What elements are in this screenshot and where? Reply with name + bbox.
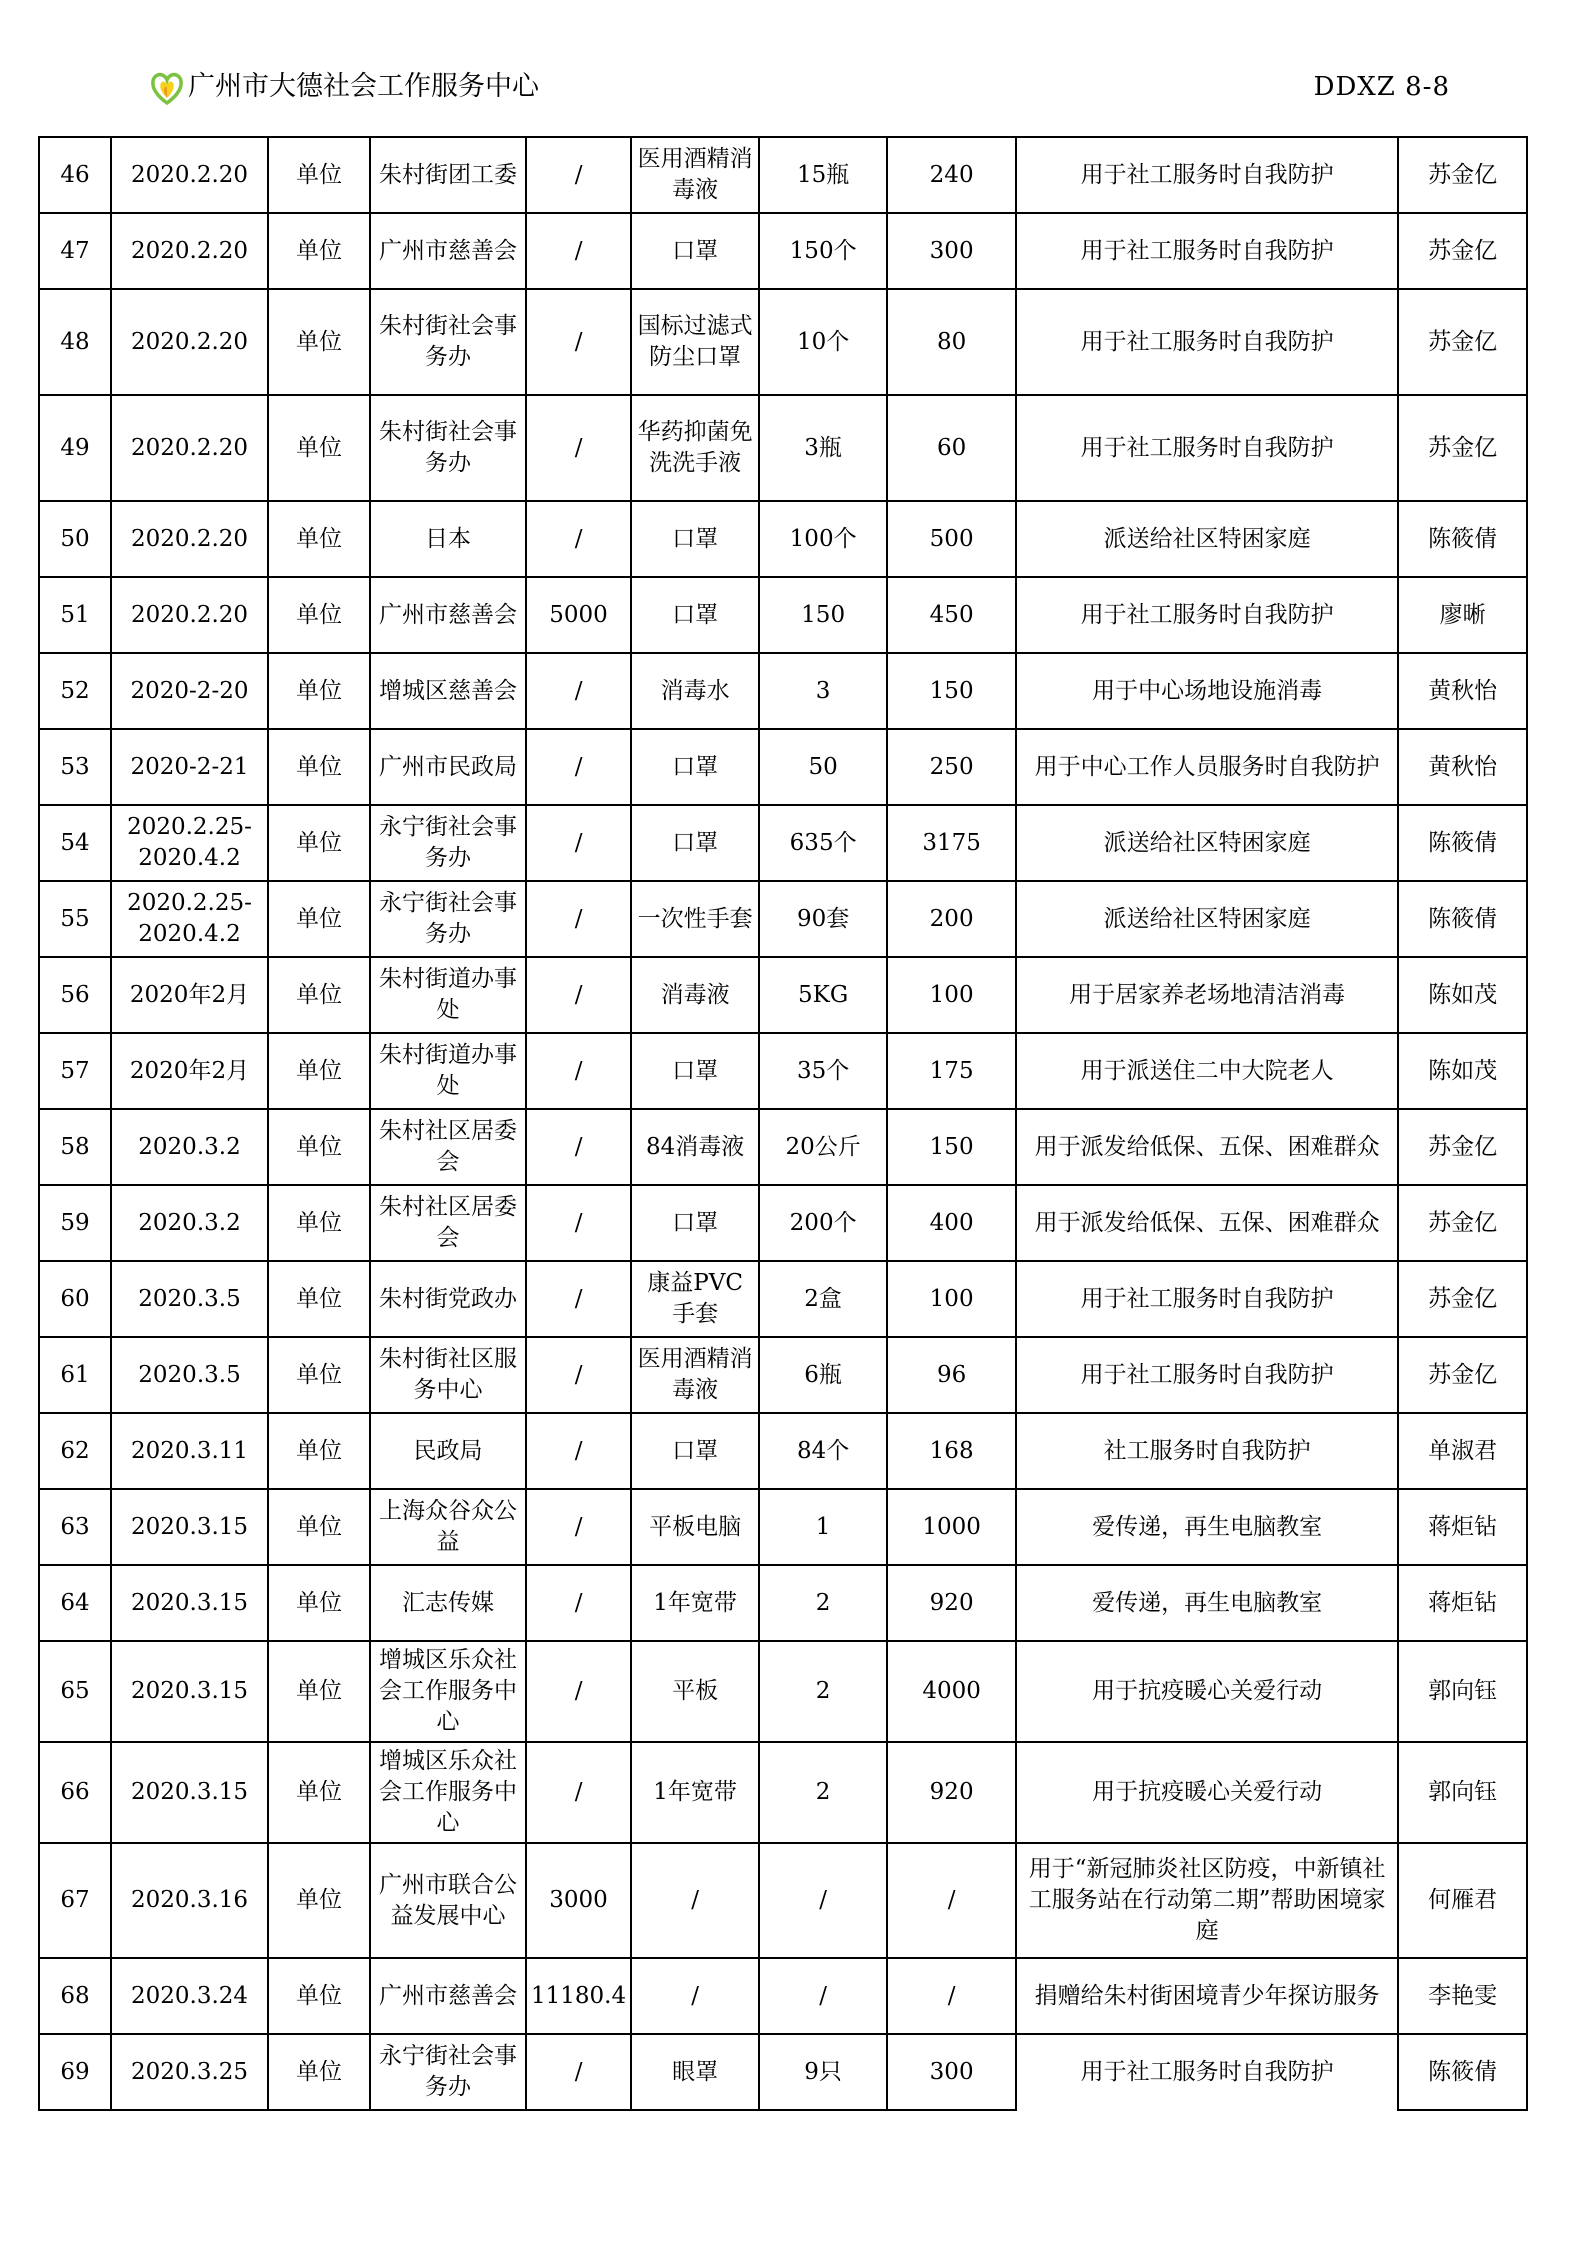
donor-name-cell: 永宁街社会事务办	[370, 881, 526, 957]
cash-amount-cell: /	[526, 1109, 631, 1185]
donation-date-cell: 2020.3.15	[111, 1565, 268, 1641]
item-value-cell: 96	[887, 1337, 1016, 1413]
item-value-cell: /	[887, 1958, 1016, 2034]
donation-purpose-cell: 用于派送住二中大院老人	[1016, 1033, 1398, 1109]
table-row	[39, 1641, 1527, 1742]
donor-name-cell: 日本	[370, 501, 526, 577]
item-value-cell: 300	[887, 213, 1016, 289]
donation-purpose-cell: 用于派发给低保、五保、困难群众	[1016, 1185, 1398, 1261]
item-name-cell: /	[631, 1958, 759, 2034]
donor-type-cell: 单位	[268, 501, 370, 577]
document-code: DDXZ 8-8	[1313, 72, 1450, 102]
donation-purpose-cell: 用于社工服务时自我防护	[1016, 395, 1398, 501]
donation-purpose-cell: 用于社工服务时自我防护	[1016, 2034, 1398, 2110]
table-row	[39, 1958, 1527, 2034]
table-row	[39, 1261, 1527, 1337]
donation-date-cell: 2020.3.5	[111, 1261, 268, 1337]
donation-purpose-cell: 社工服务时自我防护	[1016, 1413, 1398, 1489]
item-quantity-cell: 2	[759, 1565, 887, 1641]
organization-name: 广州市大德社会工作服务中心	[188, 71, 539, 102]
cash-amount-cell: /	[526, 1489, 631, 1565]
donation-date-cell: 2020.2.20	[111, 213, 268, 289]
cash-amount-cell: /	[526, 1742, 631, 1843]
cash-amount-cell: /	[526, 1565, 631, 1641]
donor-type-cell: 单位	[268, 805, 370, 881]
donor-type-cell: 单位	[268, 1337, 370, 1413]
item-name-cell: /	[631, 1843, 759, 1958]
item-quantity-cell: 35个	[759, 1033, 887, 1109]
cash-amount-cell: /	[526, 137, 631, 213]
donation-purpose-cell: 派送给社区特困家庭	[1016, 501, 1398, 577]
row-number-cell: 50	[39, 501, 111, 577]
item-value-cell: 80	[887, 289, 1016, 395]
cash-amount-cell: /	[526, 881, 631, 957]
cash-amount-cell: 3000	[526, 1843, 631, 1958]
item-name-cell: 口罩	[631, 1033, 759, 1109]
handler-name-cell: 陈如茂	[1398, 957, 1527, 1033]
item-value-cell: 1000	[887, 1489, 1016, 1565]
item-value-cell: 400	[887, 1185, 1016, 1261]
item-quantity-cell: 50	[759, 729, 887, 805]
donor-type-cell: 单位	[268, 1641, 370, 1742]
donor-type-cell: 单位	[268, 1413, 370, 1489]
item-name-cell: 眼罩	[631, 2034, 759, 2110]
table-row	[39, 1033, 1527, 1109]
item-name-cell: 平板电脑	[631, 1489, 759, 1565]
donor-name-cell: 朱村街社会事务办	[370, 289, 526, 395]
donation-purpose-cell: 派送给社区特困家庭	[1016, 881, 1398, 957]
handler-name-cell: 郭向钰	[1398, 1641, 1527, 1742]
cash-amount-cell: /	[526, 1261, 631, 1337]
donation-purpose-cell: 用于社工服务时自我防护	[1016, 1261, 1398, 1337]
table-row	[39, 1742, 1527, 1843]
handler-name-cell: 郭向钰	[1398, 1742, 1527, 1843]
donor-type-cell: 单位	[268, 881, 370, 957]
donation-date-cell: 2020.3.11	[111, 1413, 268, 1489]
row-number-cell: 63	[39, 1489, 111, 1565]
row-number-cell: 54	[39, 805, 111, 881]
table-row	[39, 1185, 1527, 1261]
item-name-cell: 医用酒精消毒液	[631, 137, 759, 213]
donor-type-cell: 单位	[268, 1261, 370, 1337]
table-row	[39, 395, 1527, 501]
donation-date-cell: 2020.3.15	[111, 1742, 268, 1843]
donor-name-cell: 汇志传媒	[370, 1565, 526, 1641]
row-number-cell: 69	[39, 2034, 111, 2110]
donation-date-cell: 2020.2.25- 2020.4.2	[111, 805, 268, 881]
donor-type-cell: 单位	[268, 289, 370, 395]
cash-amount-cell: /	[526, 1337, 631, 1413]
donor-type-cell: 单位	[268, 1843, 370, 1958]
item-name-cell: 康益PVC手套	[631, 1261, 759, 1337]
donation-purpose-cell: 爱传递，再生电脑教室	[1016, 1489, 1398, 1565]
row-number-cell: 46	[39, 137, 111, 213]
donor-name-cell: 朱村街道办事处	[370, 957, 526, 1033]
cash-amount-cell: /	[526, 1413, 631, 1489]
handler-name-cell: 陈如茂	[1398, 1033, 1527, 1109]
donation-date-cell: 2020.2.20	[111, 577, 268, 653]
donor-name-cell: 广州市联合公益发展中心	[370, 1843, 526, 1958]
table-row	[39, 1109, 1527, 1185]
item-quantity-cell: 9只	[759, 2034, 887, 2110]
donor-name-cell: 朱村社区居委会	[370, 1109, 526, 1185]
donation-purpose-cell: 用于中心场地设施消毒	[1016, 653, 1398, 729]
item-quantity-cell: 635个	[759, 805, 887, 881]
donor-type-cell: 单位	[268, 1489, 370, 1565]
handler-name-cell: 陈筱倩	[1398, 501, 1527, 577]
item-quantity-cell: 10个	[759, 289, 887, 395]
item-name-cell: 华药抑菌免洗洗手液	[631, 395, 759, 501]
item-value-cell: 100	[887, 957, 1016, 1033]
table-row	[39, 653, 1527, 729]
row-number-cell: 55	[39, 881, 111, 957]
handler-name-cell: 苏金亿	[1398, 1185, 1527, 1261]
item-quantity-cell: 1	[759, 1489, 887, 1565]
item-name-cell: 口罩	[631, 213, 759, 289]
row-number-cell: 59	[39, 1185, 111, 1261]
row-number-cell: 49	[39, 395, 111, 501]
donor-type-cell: 单位	[268, 1109, 370, 1185]
table-row	[39, 957, 1527, 1033]
row-number-cell: 67	[39, 1843, 111, 1958]
item-quantity-cell: 2	[759, 1742, 887, 1843]
donation-date-cell: 2020.3.5	[111, 1337, 268, 1413]
item-name-cell: 口罩	[631, 501, 759, 577]
table-row	[39, 805, 1527, 881]
handler-name-cell: 苏金亿	[1398, 1109, 1527, 1185]
row-number-cell: 53	[39, 729, 111, 805]
donor-type-cell: 单位	[268, 1185, 370, 1261]
donor-name-cell: 永宁街社会事务办	[370, 805, 526, 881]
item-name-cell: 口罩	[631, 805, 759, 881]
handler-name-cell: 苏金亿	[1398, 289, 1527, 395]
item-quantity-cell: 150个	[759, 213, 887, 289]
item-quantity-cell: 2	[759, 1641, 887, 1742]
donor-name-cell: 朱村社区居委会	[370, 1185, 526, 1261]
donor-name-cell: 永宁街社会事务办	[370, 2034, 526, 2110]
donor-type-cell: 单位	[268, 1565, 370, 1641]
donation-date-cell: 2020.3.16	[111, 1843, 268, 1958]
cash-amount-cell: 5000	[526, 577, 631, 653]
handler-name-cell: 陈筱倩	[1398, 2034, 1527, 2110]
donor-name-cell: 增城区慈善会	[370, 653, 526, 729]
handler-name-cell: 苏金亿	[1398, 137, 1527, 213]
item-quantity-cell: 200个	[759, 1185, 887, 1261]
row-number-cell: 60	[39, 1261, 111, 1337]
table-row	[39, 1413, 1527, 1489]
donation-date-cell: 2020.3.2	[111, 1109, 268, 1185]
cash-amount-cell: /	[526, 957, 631, 1033]
donation-date-cell: 2020.2.20	[111, 395, 268, 501]
cash-amount-cell: /	[526, 213, 631, 289]
cash-amount-cell: /	[526, 289, 631, 395]
item-name-cell: 医用酒精消毒液	[631, 1337, 759, 1413]
item-value-cell: 175	[887, 1033, 1016, 1109]
handler-name-cell: 陈筱倩	[1398, 881, 1527, 957]
donation-purpose-cell: 用于社工服务时自我防护	[1016, 577, 1398, 653]
donation-date-cell: 2020.3.15	[111, 1489, 268, 1565]
table-row	[39, 577, 1527, 653]
item-quantity-cell: 90套	[759, 881, 887, 957]
item-value-cell: 4000	[887, 1641, 1016, 1742]
donation-date-cell: 2020.3.24	[111, 1958, 268, 2034]
donor-type-cell: 单位	[268, 2034, 370, 2110]
item-name-cell: 1年宽带	[631, 1565, 759, 1641]
table-row	[39, 1843, 1527, 1958]
cash-amount-cell: /	[526, 1033, 631, 1109]
item-value-cell: 100	[887, 1261, 1016, 1337]
donation-purpose-cell: 用于居家养老场地清洁消毒	[1016, 957, 1398, 1033]
donor-name-cell: 朱村街党政办	[370, 1261, 526, 1337]
handler-name-cell: 蒋炬钻	[1398, 1489, 1527, 1565]
donation-date-cell: 2020.3.2	[111, 1185, 268, 1261]
row-number-cell: 48	[39, 289, 111, 395]
donor-name-cell: 广州市慈善会	[370, 577, 526, 653]
handler-name-cell: 黄秋怡	[1398, 653, 1527, 729]
table-row	[39, 1337, 1527, 1413]
item-value-cell: 920	[887, 1565, 1016, 1641]
item-quantity-cell: 3	[759, 653, 887, 729]
cash-amount-cell: /	[526, 1641, 631, 1742]
handler-name-cell: 陈筱倩	[1398, 805, 1527, 881]
donor-type-cell: 单位	[268, 213, 370, 289]
cash-amount-cell: 11180.4	[526, 1958, 631, 2034]
item-name-cell: 消毒水	[631, 653, 759, 729]
table-row	[39, 289, 1527, 395]
donation-date-cell: 2020.2.20	[111, 501, 268, 577]
item-quantity-cell: 20公斤	[759, 1109, 887, 1185]
donor-name-cell: 增城区乐众社会工作服务中心	[370, 1742, 526, 1843]
donation-purpose-cell: 用于“新冠肺炎社区防疫，中新镇社工服务站在行动第二期”帮助困境家庭	[1016, 1843, 1398, 1958]
item-name-cell: 口罩	[631, 577, 759, 653]
donation-purpose-cell: 用于抗疫暖心关爱行动	[1016, 1742, 1398, 1843]
item-value-cell: 168	[887, 1413, 1016, 1489]
row-number-cell: 68	[39, 1958, 111, 2034]
item-quantity-cell: 84个	[759, 1413, 887, 1489]
donation-purpose-cell: 用于中心工作人员服务时自我防护	[1016, 729, 1398, 805]
donor-name-cell: 朱村街团工委	[370, 137, 526, 213]
handler-name-cell: 李艳雯	[1398, 1958, 1527, 2034]
row-number-cell: 61	[39, 1337, 111, 1413]
donation-date-cell: 2020.3.25	[111, 2034, 268, 2110]
donor-type-cell: 单位	[268, 577, 370, 653]
table-row	[39, 137, 1527, 213]
donor-name-cell: 广州市民政局	[370, 729, 526, 805]
item-value-cell: 3175	[887, 805, 1016, 881]
donor-type-cell: 单位	[268, 729, 370, 805]
item-value-cell: 450	[887, 577, 1016, 653]
item-quantity-cell: 6瓶	[759, 1337, 887, 1413]
donation-ledger-table	[38, 136, 1528, 2111]
row-number-cell: 64	[39, 1565, 111, 1641]
item-quantity-cell: 3瓶	[759, 395, 887, 501]
donation-date-cell: 2020.2.25- 2020.4.2	[111, 881, 268, 957]
item-quantity-cell: 100个	[759, 501, 887, 577]
item-name-cell: 消毒液	[631, 957, 759, 1033]
item-value-cell: 150	[887, 653, 1016, 729]
item-quantity-cell: 15瓶	[759, 137, 887, 213]
table-row	[39, 729, 1527, 805]
donor-type-cell: 单位	[268, 137, 370, 213]
table-row	[39, 2034, 1527, 2110]
item-quantity-cell: 2盒	[759, 1261, 887, 1337]
handler-name-cell: 苏金亿	[1398, 1261, 1527, 1337]
donor-name-cell: 上海众谷众公益	[370, 1489, 526, 1565]
donation-date-cell: 2020.2.20	[111, 289, 268, 395]
item-name-cell: 一次性手套	[631, 881, 759, 957]
item-value-cell: 150	[887, 1109, 1016, 1185]
item-name-cell: 口罩	[631, 1413, 759, 1489]
donation-purpose-cell: 用于抗疫暖心关爱行动	[1016, 1641, 1398, 1742]
item-name-cell: 平板	[631, 1641, 759, 1742]
item-quantity-cell: 5KG	[759, 957, 887, 1033]
cash-amount-cell: /	[526, 1185, 631, 1261]
cash-amount-cell: /	[526, 729, 631, 805]
row-number-cell: 65	[39, 1641, 111, 1742]
heart-leaf-logo-icon	[150, 70, 184, 106]
item-quantity-cell: 150	[759, 577, 887, 653]
item-value-cell: /	[887, 1843, 1016, 1958]
item-name-cell: 口罩	[631, 729, 759, 805]
item-value-cell: 60	[887, 395, 1016, 501]
table-row	[39, 501, 1527, 577]
cash-amount-cell: /	[526, 2034, 631, 2110]
handler-name-cell: 黄秋怡	[1398, 729, 1527, 805]
item-quantity-cell: /	[759, 1843, 887, 1958]
item-name-cell: 口罩	[631, 1185, 759, 1261]
handler-name-cell: 苏金亿	[1398, 213, 1527, 289]
donor-name-cell: 朱村街道办事处	[370, 1033, 526, 1109]
donation-purpose-cell: 用于社工服务时自我防护	[1016, 213, 1398, 289]
table-row	[39, 1565, 1527, 1641]
donor-name-cell: 增城区乐众社会工作服务中心	[370, 1641, 526, 1742]
item-value-cell: 250	[887, 729, 1016, 805]
handler-name-cell: 蒋炬钻	[1398, 1565, 1527, 1641]
donor-type-cell: 单位	[268, 957, 370, 1033]
row-number-cell: 62	[39, 1413, 111, 1489]
donor-type-cell: 单位	[268, 395, 370, 501]
table-row	[39, 1489, 1527, 1565]
handler-name-cell: 单淑君	[1398, 1413, 1527, 1489]
cash-amount-cell: /	[526, 395, 631, 501]
page-header	[150, 66, 1450, 110]
handler-name-cell: 苏金亿	[1398, 1337, 1527, 1413]
donation-purpose-cell: 捐赠给朱村街困境青少年探访服务	[1016, 1958, 1398, 2034]
donation-date-cell: 2020-2-20	[111, 653, 268, 729]
donation-purpose-cell: 用于派发给低保、五保、困难群众	[1016, 1109, 1398, 1185]
table-row	[39, 213, 1527, 289]
donation-date-cell: 2020-2-21	[111, 729, 268, 805]
item-name-cell: 国标过滤式防尘口罩	[631, 289, 759, 395]
donation-date-cell: 2020年2月	[111, 1033, 268, 1109]
row-number-cell: 57	[39, 1033, 111, 1109]
donation-purpose-cell: 用于社工服务时自我防护	[1016, 289, 1398, 395]
donor-type-cell: 单位	[268, 1958, 370, 2034]
cash-amount-cell: /	[526, 653, 631, 729]
item-quantity-cell: /	[759, 1958, 887, 2034]
item-value-cell: 240	[887, 137, 1016, 213]
handler-name-cell: 何雁君	[1398, 1843, 1527, 1958]
row-number-cell: 66	[39, 1742, 111, 1843]
donor-name-cell: 广州市慈善会	[370, 1958, 526, 2034]
donor-type-cell: 单位	[268, 653, 370, 729]
donation-purpose-cell: 派送给社区特困家庭	[1016, 805, 1398, 881]
donor-name-cell: 朱村街社区服务中心	[370, 1337, 526, 1413]
donation-purpose-cell: 用于社工服务时自我防护	[1016, 1337, 1398, 1413]
handler-name-cell: 苏金亿	[1398, 395, 1527, 501]
donation-date-cell: 2020年2月	[111, 957, 268, 1033]
item-value-cell: 300	[887, 2034, 1016, 2110]
cash-amount-cell: /	[526, 805, 631, 881]
row-number-cell: 47	[39, 213, 111, 289]
donation-purpose-cell: 用于社工服务时自我防护	[1016, 137, 1398, 213]
donation-purpose-cell: 爱传递，再生电脑教室	[1016, 1565, 1398, 1641]
item-value-cell: 920	[887, 1742, 1016, 1843]
item-name-cell: 84消毒液	[631, 1109, 759, 1185]
donor-name-cell: 民政局	[370, 1413, 526, 1489]
item-value-cell: 200	[887, 881, 1016, 957]
donation-date-cell: 2020.2.20	[111, 137, 268, 213]
row-number-cell: 51	[39, 577, 111, 653]
table-row	[39, 881, 1527, 957]
cash-amount-cell: /	[526, 501, 631, 577]
donor-type-cell: 单位	[268, 1033, 370, 1109]
item-value-cell: 500	[887, 501, 1016, 577]
donor-name-cell: 朱村街社会事务办	[370, 395, 526, 501]
donor-name-cell: 广州市慈善会	[370, 213, 526, 289]
row-number-cell: 56	[39, 957, 111, 1033]
row-number-cell: 58	[39, 1109, 111, 1185]
item-name-cell: 1年宽带	[631, 1742, 759, 1843]
donation-date-cell: 2020.3.15	[111, 1641, 268, 1742]
donor-type-cell: 单位	[268, 1742, 370, 1843]
handler-name-cell: 廖晰	[1398, 577, 1527, 653]
row-number-cell: 52	[39, 653, 111, 729]
